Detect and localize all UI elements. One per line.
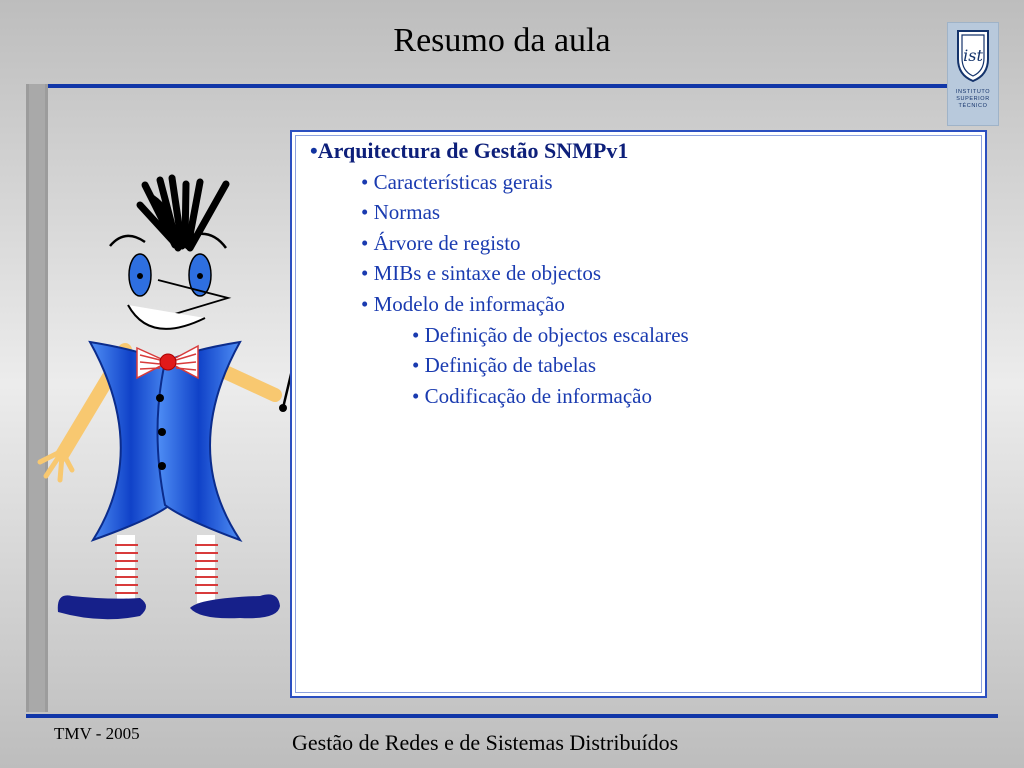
svg-text:ist: ist xyxy=(963,46,983,65)
logo-line-3: TÉCNICO xyxy=(958,103,988,109)
bullet-item: • Características gerais xyxy=(361,169,553,194)
logo-line-1: INSTITUTO xyxy=(955,89,991,95)
clown-pointer-illustration xyxy=(0,0,300,640)
content-panel xyxy=(290,130,987,698)
bullet-item: • Árvore de registo xyxy=(361,230,521,255)
bullet-item: • Definição de tabelas xyxy=(412,353,597,378)
bullet-item: • Modelo de informação xyxy=(361,291,565,316)
bottom-divider xyxy=(26,714,998,718)
bullet-item: • Definição de objectos escalares xyxy=(412,322,689,347)
bullet-item: •Arquitectura de Gestão SNMPv1 xyxy=(310,138,629,163)
ist-shield-icon xyxy=(954,29,992,83)
ist-logo xyxy=(947,22,999,126)
bullet-item: • Codificação de informação xyxy=(412,383,652,408)
slide-title: Resumo da aula xyxy=(393,22,611,59)
bullet-item: • Normas xyxy=(361,200,441,225)
logo-line-2: SUPERIOR xyxy=(956,96,990,102)
bullet-item: • MIBs e sintaxe de objectos xyxy=(361,261,602,286)
footer-course-name: Gestão de Redes e de Sistemas Distribuídos xyxy=(292,730,679,755)
footer-author-year: TMV - 2005 xyxy=(54,724,140,743)
bullet-list xyxy=(310,136,960,411)
